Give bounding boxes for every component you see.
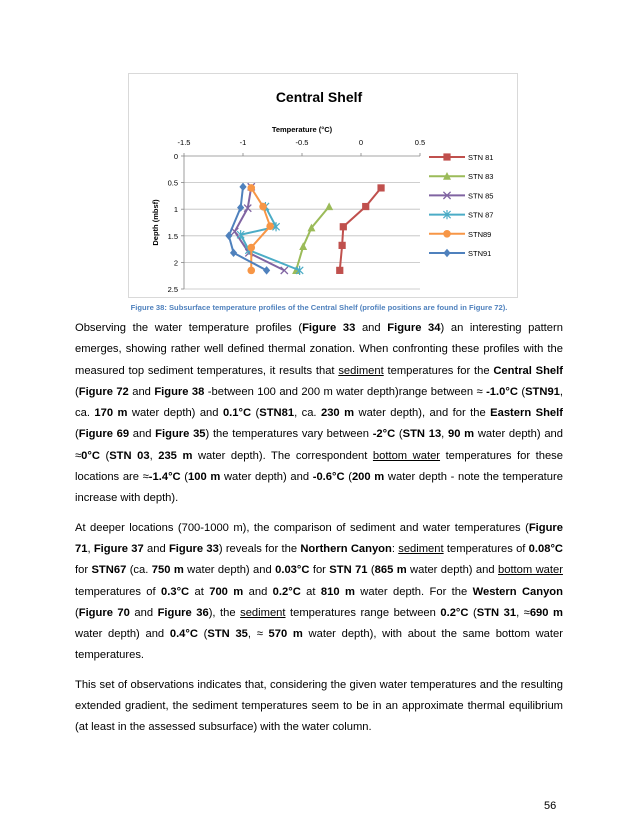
legend-label: STN 83	[468, 172, 494, 182]
bold-term: Figure 33	[168, 542, 219, 555]
text-run: (	[75, 606, 79, 619]
text-run: (	[468, 606, 477, 619]
text-run: ) reveals for the	[218, 542, 301, 555]
data-point	[225, 232, 232, 240]
x-tick-label: 0	[358, 138, 364, 147]
bold-term: STN91	[525, 385, 560, 398]
data-point	[239, 183, 246, 191]
bold-term: -0.6°C	[312, 471, 345, 484]
bold-term: Figure 72	[78, 385, 129, 398]
chart-title: Central Shelf	[275, 89, 363, 105]
text-run: (	[75, 428, 79, 441]
text-run: (	[75, 385, 79, 398]
legend-label: STN89	[468, 229, 492, 239]
bold-term: 230 m	[320, 407, 355, 420]
text-run: water depth) and	[183, 564, 276, 577]
bold-term: Central Shelf	[493, 364, 563, 377]
data-point	[340, 223, 347, 230]
data-point	[281, 267, 288, 274]
text-run: water depth) and	[75, 628, 170, 641]
text-run: (	[251, 407, 260, 420]
underlined-term: bottom water	[498, 564, 563, 577]
body-text	[75, 318, 563, 747]
text-run: ,	[149, 449, 159, 462]
bold-term: Eastern Shelf	[490, 407, 563, 420]
bold-term: Western Canyon	[472, 585, 563, 598]
bold-term: 100 m	[188, 471, 221, 484]
bold-term: 0.03°C	[275, 564, 310, 577]
bold-term: STN 03	[109, 449, 150, 462]
legend-label: STN 85	[468, 191, 494, 201]
underlined-term: sediment	[240, 606, 286, 619]
bold-term: 235 m	[158, 449, 193, 462]
data-point	[237, 203, 244, 211]
x-tick-label: -1.5	[177, 138, 191, 147]
data-point	[259, 203, 267, 211]
paragraph	[75, 318, 563, 510]
text-run: water depth - note the temperature increase with depth).	[75, 471, 563, 505]
x-tick-label: 0.5	[414, 138, 426, 147]
bold-term: Figure 33	[302, 322, 356, 334]
underlined-term: bottom water	[372, 449, 441, 462]
text-run: (ca.	[126, 564, 152, 577]
data-point	[247, 244, 255, 252]
bold-term: Figure 37	[93, 542, 144, 555]
bold-term: STN 35	[207, 628, 248, 641]
bold-term: Figure 36	[157, 606, 209, 619]
x-axis-label: Temperature (°C)	[271, 125, 333, 134]
x-tick-label: -0.5	[295, 138, 309, 147]
text-run: and	[355, 322, 388, 334]
text-run: water depth) and	[406, 564, 498, 577]
text-run: temperatures of	[75, 585, 162, 598]
bold-term: Figure 69	[78, 428, 130, 441]
bold-term: 0°C	[81, 449, 100, 462]
bold-term: 0.4°C	[169, 628, 198, 641]
legend-marker	[443, 153, 450, 160]
text-run: at	[300, 585, 321, 598]
bold-term: 810 m	[320, 585, 355, 598]
bold-term: Northern Canyon	[300, 542, 392, 555]
bold-term: STN81	[259, 407, 295, 420]
text-run: ) the temperatures vary between	[205, 428, 373, 441]
legend-label: STN 81	[468, 153, 494, 162]
text-run: water depth). The correspondent	[192, 449, 373, 462]
bold-term: STN67	[91, 564, 127, 577]
text-run: water depth), and for the	[354, 407, 491, 420]
chart-container	[128, 73, 518, 298]
text-run: for	[75, 564, 92, 577]
text-run: for	[309, 564, 330, 577]
y-tick-label: 0.5	[167, 178, 178, 188]
bold-term: 200 m	[351, 471, 385, 484]
data-point	[339, 242, 346, 249]
legend-label: STN 87	[468, 210, 494, 220]
bold-term: -1.0°C	[486, 385, 518, 398]
text-run: ), the	[208, 606, 241, 619]
paragraph	[75, 518, 563, 667]
x-tick-label: -1	[239, 138, 247, 147]
chart-svg	[129, 74, 517, 297]
text-run: , ≈	[516, 606, 530, 619]
text-run: , ca.	[294, 407, 321, 420]
bold-term: 0.1°C	[222, 407, 252, 420]
text-run: (	[344, 471, 352, 484]
y-tick-label: 2.5	[167, 285, 178, 294]
text-run: (	[197, 628, 208, 641]
bold-term: 0.3°C	[161, 585, 190, 598]
data-point	[247, 267, 255, 275]
data-point	[325, 202, 333, 210]
data-point	[263, 266, 270, 274]
bold-term: -2°C	[372, 428, 396, 441]
data-point	[377, 184, 384, 191]
legend-marker	[443, 249, 450, 257]
text-run: :	[391, 542, 399, 555]
y-tick-label: 0	[173, 152, 178, 161]
figure-caption: Figure 38: Subsurface temperature profiles of the Central Shelf (profile positions are found in Figure 72).	[130, 303, 508, 312]
bold-term: 865 m	[374, 564, 407, 577]
bold-term: 0.2°C	[272, 585, 301, 598]
text-run: ,	[441, 428, 448, 441]
bold-term: Figure 38	[154, 385, 205, 398]
bold-term: 90 m	[448, 428, 475, 441]
text-run: , ca.	[75, 385, 563, 420]
text-run: At deeper locations (700-1000 m), the comparison of sediment and water temperatures (	[75, 521, 529, 534]
bold-term: STN 31	[476, 606, 517, 619]
text-run: and	[129, 428, 156, 441]
text-run: temperatures for these locations are ≈	[75, 449, 564, 484]
bold-term: Figure 34	[387, 322, 441, 334]
bold-term: 690 m	[529, 606, 563, 619]
underlined-term: sediment	[398, 542, 444, 555]
paragraph	[75, 675, 563, 739]
text-run: water depth), with about the same bottom water temperatures.	[75, 628, 563, 662]
bold-term: Figure 70	[78, 606, 130, 619]
text-run: temperatures for the	[383, 364, 494, 377]
text-run: water depth. For the	[354, 585, 473, 598]
data-point	[336, 267, 343, 274]
y-tick-label: 2	[173, 258, 178, 268]
text-run: and	[243, 585, 273, 598]
bold-term: Figure 35	[155, 428, 206, 441]
y-tick-label: 1.5	[167, 231, 178, 241]
text-run: water depth) and ≈	[75, 428, 563, 462]
text-run: (	[517, 385, 526, 398]
text-run: water depth) and	[127, 407, 223, 420]
text-run: temperatures of	[443, 542, 529, 555]
text-run: at	[189, 585, 210, 598]
bold-term: -1.4°C	[148, 471, 181, 484]
y-tick-label: 1	[173, 205, 178, 215]
text-run: (	[99, 449, 110, 462]
underlined-term: sediment	[338, 364, 384, 377]
data-point	[299, 242, 307, 250]
text-run: (	[367, 564, 375, 577]
bold-term: STN 13	[402, 428, 442, 441]
bold-term: 700 m	[209, 585, 244, 598]
page-number: 56	[544, 800, 557, 812]
data-point	[362, 203, 369, 210]
bold-term: 0.08°C	[528, 542, 563, 555]
data-point	[266, 222, 274, 230]
bold-term: STN 71	[329, 564, 368, 577]
text-run: and	[129, 606, 158, 619]
y-axis-label: Depth (mbsf)	[151, 199, 160, 246]
text-run: ,	[87, 542, 94, 555]
text-run: temperatures range between	[285, 606, 441, 619]
data-point	[230, 249, 237, 257]
legend-marker	[443, 230, 451, 238]
text-run: Observing the water temperature profiles (	[75, 322, 303, 334]
text-run: This set of observations indicates that, considering the given water temperatures and the resulting extended gradient, the sediment temperatures seem to be in an approximate thermal equilibrium (at least in the assessed subsurface) with the water column.	[75, 678, 563, 734]
text-run: -between 100 and 200 m water depth)range between ≈	[204, 385, 487, 398]
bold-term: 170 m	[94, 407, 128, 420]
text-run: and	[143, 542, 169, 555]
bold-term: 750 m	[151, 564, 184, 577]
text-run: and	[128, 385, 155, 398]
series-line	[296, 207, 329, 271]
bold-term: 0.2°C	[440, 606, 469, 619]
text-run: (	[395, 428, 403, 441]
text-run: ) an interesting pattern emerges, showing rather well defined thermal zonation. When confronting these profiles with the measured top sediment temperatures, it results that	[75, 322, 563, 377]
bold-term: 570 m	[268, 628, 303, 641]
text-run: , ≈	[247, 628, 269, 641]
legend-label: STN91	[468, 249, 492, 258]
text-run: (	[180, 471, 189, 484]
text-run: water depth) and	[220, 471, 313, 484]
data-point	[247, 184, 255, 192]
bold-term: Figure 71	[75, 521, 563, 555]
